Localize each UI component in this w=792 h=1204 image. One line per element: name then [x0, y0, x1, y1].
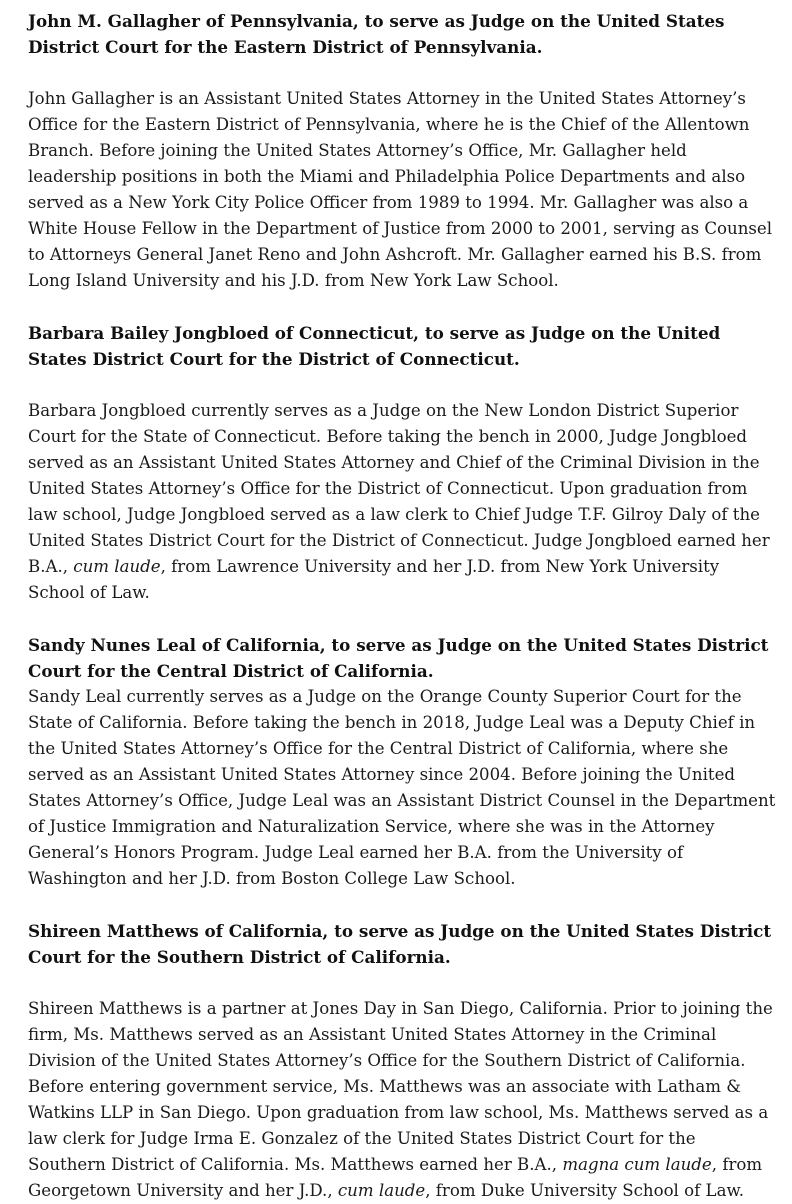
spacer	[28, 606, 778, 632]
latin-honor: cum laude	[337, 1181, 426, 1200]
bio-text: Barbara Jongbloed currently serves as a Judge on the New London District Superior Court for the State of Connecticut. Before taking the bench in 2000, Judge Jongbloed served as an Assistant United States Attorney and Chief of the Criminal Division in the United States Attorney’s Office for the District of Connecticut. Upon graduation from law school, Judge Jongbloed served as a law clerk to Chief Judge T.F. Gilroy Daly of the United States District Court for the District of Connecticut. Judge Jongbloed earned her B.A.,	[28, 401, 770, 576]
nominee-bio-gallagher: John Gallagher is an Assistant United States Attorney in the United States Attorney’s Office for the Eastern District of Pennsylvania, where he is the Chief of the Allentown Branch. Before joining the United States Attorney’s Office, Mr. Gallagher held leadership positions in both the Miami and Philadelphia Police Departments and also served as a New York City Police Officer from 1989 to 1994. Mr. Gallagher was also a White House Fellow in the Department of Justice from 2000 to 2001, serving as Counsel to Attorneys General Janet Reno and John Ashcroft. Mr. Gallagher earned his B.S. from Long Island University and his J.D. from New York Law School.	[28, 89, 773, 290]
nominee-bio-jongbloed	[28, 398, 778, 606]
document-page	[28, 8, 778, 1204]
nominee-heading-jongbloed: Barbara Bailey Jongbloed of Connecticut, to serve as Judge on the United States District Court for the District of Connecticut.	[28, 323, 721, 369]
spacer	[28, 294, 778, 320]
spacer	[28, 60, 778, 86]
spacer	[28, 970, 778, 996]
spacer	[28, 372, 778, 398]
nominee-heading-gallagher: John M. Gallagher of Pennsylvania, to serve as Judge on the United States District Court for the Eastern District of Pennsylvania.	[28, 11, 725, 57]
spacer	[28, 892, 778, 918]
nominee-heading-matthews: Shireen Matthews of California, to serve as Judge on the United States District Court for the Southern District of California.	[28, 921, 772, 967]
bio-text: , from Lawrence University and her J.D. from New York University School of Law.	[28, 557, 720, 602]
nominee-bio-matthews	[28, 996, 778, 1204]
bio-text: , from Georgetown University and her J.D.,	[28, 1155, 763, 1200]
nominee-heading-leal: Sandy Nunes Leal of California, to serve as Judge on the United States District Court for the Central District of California.	[28, 635, 769, 681]
latin-honor: cum laude	[73, 557, 161, 576]
nominee-bio-leal: Sandy Leal currently serves as a Judge on the Orange County Superior Court for the State of California. Before taking the bench in 2018, Judge Leal was a Deputy Chief in the United States Attorney’s Office for the Central District of California, where she served as an Assistant United States Attorney since 2004. Before joining the United States Attorney’s Office, Judge Leal was an Assistant District Counsel in the Department of Justice Immigration and Naturalization Service, where she was in the Attorney General’s Honors Program. Judge Leal earned her B.A. from the University of Washington and her J.D. from Boston College Law School.	[28, 687, 776, 888]
bio-text: , from Duke University School of Law.	[425, 1181, 744, 1200]
bio-text: Shireen Matthews is a partner at Jones Day in San Diego, California. Prior to joining the firm, Ms. Matthews served as an Assistant United States Attorney in the Criminal Division of the United States Attorney’s Office for the Southern District of California. Before entering government service, Ms. Matthews was an associate with Latham & Watkins LLP in San Diego. Upon graduation from law school, Ms. Matthews served as a law clerk for Judge Irma E. Gonzalez of the United States District Court for the Southern District of California. Ms. Matthews earned her B.A.,	[28, 999, 773, 1174]
latin-honor: magna cum laude	[562, 1155, 712, 1174]
